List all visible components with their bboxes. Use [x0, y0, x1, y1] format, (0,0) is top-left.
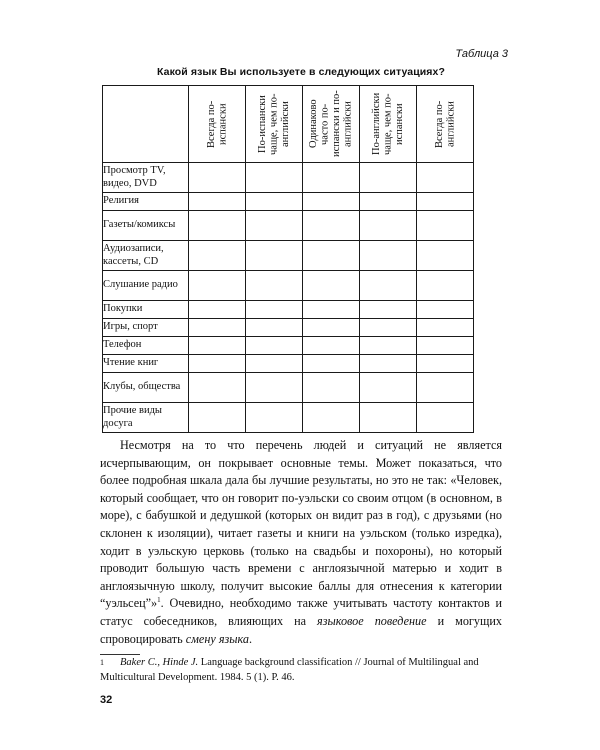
- table-cell: [417, 373, 474, 403]
- header-corner: [103, 86, 189, 163]
- table-cell: [303, 271, 360, 301]
- table-cell: [246, 193, 303, 211]
- table-label: Таблица 3: [455, 48, 508, 60]
- table-cell: [246, 337, 303, 355]
- table-cell: [417, 301, 474, 319]
- footnote-mark: 1: [100, 658, 104, 667]
- row-label: Прочие виды досуга: [103, 403, 189, 433]
- table-cell: [303, 337, 360, 355]
- table-cell: [303, 163, 360, 193]
- table-cell: [417, 355, 474, 373]
- table-row: [103, 241, 474, 271]
- paragraph-lead: Несмотря на то что перечень людей и ситуаций не является исчерпывающим, он покрывает основные темы. Может показаться, что более подробная шкала дала бы лучшие результаты, но это не так: «Человек, который сообщает, что он говорит по-уэльски со своим отцом (в основном, в море), с бабушкой и дедушкой (которых он видит раз в год), с друзьями (но склонен к изоляции), читает газеты и книги на уэльском (только изредка), ходит в уэльскую церковь (только на свадьбы и похороны), но который проводит большую часть времени с англоязычной матерью и ходит в англоязычную школу, получит высокие баллы для отнесения к категории “уэльсец”»: [100, 438, 502, 611]
- paragraph: [100, 437, 502, 648]
- table-cell: [246, 355, 303, 373]
- paragraph-middle-2: и могущих спровоцировать: [100, 613, 503, 646]
- table-row: [103, 319, 474, 337]
- row-label: Просмотр TV, видео, DVD: [103, 163, 189, 193]
- table-cell: [360, 163, 417, 193]
- table-title: Какой язык Вы используете в следующих ситуациях?: [157, 66, 445, 78]
- table-row: [103, 271, 474, 301]
- survey-table: [102, 85, 474, 433]
- table-cell: [303, 211, 360, 241]
- paragraph-end: .: [249, 631, 253, 646]
- table-row: [103, 211, 474, 241]
- table-cell: [303, 193, 360, 211]
- table-cell: [246, 373, 303, 403]
- table-cell: [417, 241, 474, 271]
- table-cell: [189, 403, 246, 433]
- row-label: Аудиозаписи, кассеты, CD: [103, 241, 189, 271]
- table-cell: [360, 355, 417, 373]
- table-cell: [360, 301, 417, 319]
- table-cell: [246, 211, 303, 241]
- table-cell: [360, 373, 417, 403]
- page-number: 32: [100, 694, 113, 706]
- column-header: [246, 86, 303, 163]
- column-header-text: По-английски чаще, чем по-испански: [370, 92, 405, 156]
- table-cell: [360, 241, 417, 271]
- table-cell: [303, 355, 360, 373]
- column-header-text: Одинаково часто по-испански и по-английски: [308, 90, 354, 158]
- table-cell: [189, 211, 246, 241]
- table-cell: [246, 241, 303, 271]
- column-header-text: Всегда по-испански: [205, 100, 228, 148]
- table-row: [103, 403, 474, 433]
- table-row: [103, 337, 474, 355]
- footnote: [100, 656, 502, 685]
- table-cell: [303, 241, 360, 271]
- table-cell: [417, 163, 474, 193]
- table-cell: [189, 319, 246, 337]
- table-cell: [303, 319, 360, 337]
- row-label: Клубы, общества: [103, 373, 189, 403]
- table-cell: [303, 373, 360, 403]
- table-cell: [246, 319, 303, 337]
- table-cell: [246, 163, 303, 193]
- table-cell: [417, 337, 474, 355]
- term-language-behavior: языковое поведение: [317, 613, 427, 628]
- table-cell: [360, 319, 417, 337]
- table-row: [103, 301, 474, 319]
- table-cell: [360, 403, 417, 433]
- table-cell: [417, 271, 474, 301]
- footnote-text: Language background classification // Journal of Multilingual and Multicultural Development. 1984. 5 (1). P. 46.: [100, 657, 479, 683]
- body-paragraph: [100, 437, 502, 648]
- paragraph-middle: . Очевидно, необходимо также учитывать частоту контактов и статус собеседников, влияющих на: [100, 596, 502, 628]
- footnote-reference[interactable]: 1: [157, 596, 161, 605]
- table-cell: [246, 301, 303, 319]
- table-row: [103, 163, 474, 193]
- column-header: [417, 86, 474, 163]
- column-header-text: Всегда по-английски: [433, 100, 456, 148]
- table-cell: [189, 193, 246, 211]
- table-cell: [189, 373, 246, 403]
- column-header: [303, 86, 360, 163]
- table-row: [103, 373, 474, 403]
- table-cell: [189, 355, 246, 373]
- table-cell: [189, 241, 246, 271]
- row-label: Игры, спорт: [103, 319, 189, 337]
- table-cell: [417, 403, 474, 433]
- table-cell: [360, 193, 417, 211]
- table-cell: [360, 211, 417, 241]
- footnote-authors: Baker C., Hinde J.: [120, 657, 199, 668]
- row-label: Чтение книг: [103, 355, 189, 373]
- term-language-shift: смену языка: [185, 631, 250, 646]
- table-row: [103, 193, 474, 211]
- table-cell: [417, 319, 474, 337]
- table-cell: [360, 337, 417, 355]
- table-cell: [246, 403, 303, 433]
- table-cell: [189, 337, 246, 355]
- row-label: Покупки: [103, 301, 189, 319]
- column-header: [189, 86, 246, 163]
- table-cell: [417, 193, 474, 211]
- table-cell: [303, 301, 360, 319]
- row-label: Религия: [103, 193, 189, 211]
- column-header: [360, 86, 417, 163]
- table-cell: [417, 211, 474, 241]
- footnote-divider: [100, 654, 140, 655]
- row-label: Слушание радио: [103, 271, 189, 301]
- table-header-row: [103, 86, 474, 163]
- row-label: Телефон: [103, 337, 189, 355]
- table-cell: [303, 403, 360, 433]
- row-label: Газеты/комиксы: [103, 211, 189, 241]
- column-header-text: По-испански чаще, чем по-английски: [256, 93, 291, 155]
- table-cell: [189, 301, 246, 319]
- table-cell: [189, 163, 246, 193]
- table-cell: [246, 271, 303, 301]
- table-cell: [360, 271, 417, 301]
- table-cell: [189, 271, 246, 301]
- table-row: [103, 355, 474, 373]
